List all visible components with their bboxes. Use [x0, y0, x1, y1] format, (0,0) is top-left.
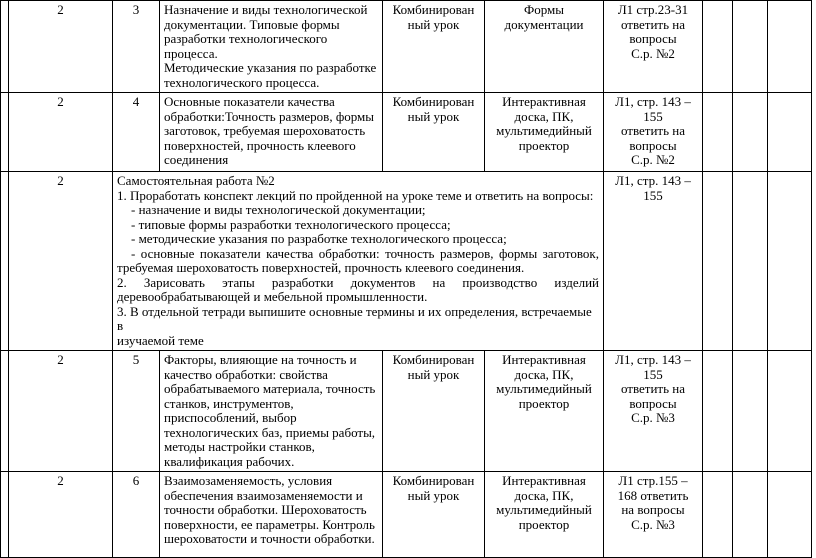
- literature-cell: [604, 472, 703, 558]
- literature-line: на вопросы: [621, 502, 685, 517]
- literature-line: Л1, стр. 143 –: [615, 173, 691, 188]
- teaching-aids-line: Интерактивная: [502, 94, 586, 109]
- self-work-bullet: - назначение и виды технологической документации;: [131, 202, 426, 217]
- hours-cell: 2: [9, 93, 113, 172]
- self-work-bullet: - типовые формы разработки технологического процесса;: [131, 216, 451, 232]
- table-row: [1, 472, 812, 558]
- topic-line: обрабатываемого материала, точность: [164, 381, 376, 396]
- left-edge-cell: [1, 172, 9, 351]
- topic-line: качество обработки: свойства: [164, 366, 328, 382]
- empty-cell: [703, 172, 733, 351]
- literature-line: ответить на: [620, 123, 686, 138]
- lesson-type-line: Комбинирован: [392, 2, 475, 17]
- topic-line: методы настройки станков,: [164, 439, 315, 454]
- topic-line: обработки:Точность размеров, формы: [164, 108, 375, 124]
- literature-line: С.р. №2: [631, 152, 675, 167]
- hours-cell: 2: [9, 472, 113, 558]
- literature-cell: [604, 1, 703, 93]
- lesson-type-line: Комбинирован: [392, 352, 475, 367]
- left-edge-cell: [1, 472, 9, 558]
- lesson-type-line: Комбинирован: [392, 473, 475, 488]
- lesson-type-cell: [383, 1, 485, 93]
- self-work-content: [113, 172, 604, 351]
- self-work-item: 2. Зарисовать этапы разработки документов на производство изделий: [117, 274, 599, 290]
- teaching-aids-cell: [485, 472, 604, 558]
- empty-cell: [703, 93, 733, 172]
- self-work-text: требуемая шероховатость поверхностей, прочность клеевого соединения.: [117, 260, 525, 275]
- literature-line: Л1, стр. 143 –: [615, 352, 691, 367]
- lesson-number-cell: 3: [113, 1, 160, 93]
- teaching-aids-line: доска, ПК,: [514, 366, 574, 382]
- teaching-aids-cell: [485, 1, 604, 93]
- literature-line: С.р. №3: [631, 516, 675, 532]
- left-edge-cell: [1, 1, 9, 93]
- empty-cell: [703, 472, 733, 558]
- topic-line: технологического процесса.: [164, 74, 320, 90]
- literature-line: вопросы: [629, 137, 677, 153]
- table-row: [1, 351, 812, 472]
- literature-line: 155: [643, 187, 663, 203]
- hours-cell: 2: [9, 351, 113, 472]
- literature-line: Л1 стр.155 –: [618, 473, 688, 488]
- lesson-type-line: ный урок: [407, 16, 460, 32]
- lesson-type-cell: [383, 351, 485, 472]
- empty-cell: [768, 172, 812, 351]
- topic-line: станков, инструментов,: [164, 395, 294, 411]
- topic-line: точности обработки. Шероховатость: [164, 502, 367, 517]
- self-work-item: 3. В отдельной тетради выпишите основные термины и их определения, встречаемые в: [117, 303, 592, 333]
- teaching-aids-line: мультимедийный: [496, 502, 592, 517]
- self-work-text: деревообрабатывающей и мебельной промышленности.: [117, 289, 428, 304]
- literature-cell: [604, 172, 703, 351]
- literature-line: 155: [643, 108, 663, 124]
- left-edge-cell: [1, 351, 9, 472]
- literature-cell: [604, 351, 703, 472]
- lesson-type-line: Комбинирован: [392, 94, 475, 109]
- empty-cell: [768, 1, 812, 93]
- empty-cell: [733, 472, 768, 558]
- lesson-type-line: ный урок: [407, 487, 460, 503]
- hours-cell: 2: [9, 1, 113, 93]
- topic-line: поверхностей, прочность клеевого: [164, 137, 356, 153]
- topic-line: Основные показатели качества: [164, 94, 335, 109]
- self-work-title: Самостоятельная работа №2: [117, 173, 275, 188]
- self-work-bullet: - методические указания по разработке технологического процесса;: [131, 231, 507, 246]
- teaching-aids-line: доска, ПК,: [514, 487, 574, 503]
- topic-line: поверхности, ее параметры. Контроль: [164, 516, 375, 532]
- teaching-aids-line: проектор: [518, 516, 570, 532]
- empty-cell: [703, 351, 733, 472]
- topic-line: Факторы, влияющие на точность и: [164, 352, 357, 367]
- topic-line: приспособлений, выбор: [164, 410, 297, 425]
- literature-line: 168 ответить: [617, 487, 689, 503]
- lesson-type-line: ный урок: [407, 366, 460, 382]
- literature-line: С.р. №3: [631, 410, 675, 425]
- literature-line: ответить на: [620, 381, 686, 396]
- literature-line: С.р. №2: [631, 45, 675, 61]
- empty-cell: [768, 93, 812, 172]
- empty-cell: [733, 1, 768, 93]
- topic-cell: [160, 351, 383, 472]
- empty-cell: [733, 351, 768, 472]
- topic-line: Взаимозаменяемость, условия: [164, 473, 333, 488]
- lesson-type-cell: [383, 472, 485, 558]
- topic-line: документации. Типовые формы: [164, 16, 340, 32]
- literature-line: 155: [643, 366, 663, 382]
- topic-cell: [160, 93, 383, 172]
- empty-cell: [703, 1, 733, 93]
- topic-line: соединения: [164, 152, 229, 167]
- table-row: [1, 93, 812, 172]
- literature-cell: [604, 93, 703, 172]
- table-row: [1, 1, 812, 93]
- teaching-aids-cell: [485, 351, 604, 472]
- empty-cell: [768, 472, 812, 558]
- topic-line: квалификация рабочих.: [164, 453, 295, 469]
- topic-line: Методические указания по разработке: [164, 60, 377, 75]
- literature-line: вопросы: [629, 395, 677, 411]
- empty-cell: [733, 93, 768, 172]
- topic-line: заготовок, требуемая шероховатость: [164, 123, 366, 138]
- lesson-number-cell: 4: [113, 93, 160, 172]
- teaching-aids-line: мультимедийный: [496, 381, 592, 396]
- topic-cell: [160, 1, 383, 93]
- literature-line: Л1, стр. 143 –: [615, 94, 691, 109]
- lesson-type-line: ный урок: [407, 108, 460, 124]
- teaching-aids-line: Формы: [523, 2, 565, 17]
- self-work-item: 1. Проработать конспект лекций по пройденной на уроке теме и ответить на вопросы:: [117, 187, 594, 203]
- topic-line: Назначение и виды технологической: [164, 2, 368, 17]
- lesson-type-cell: [383, 93, 485, 172]
- literature-line: Л1 стр.23-31: [617, 2, 689, 17]
- topic-line: разработки технологического процесса.: [164, 31, 328, 61]
- teaching-aids-cell: [485, 93, 604, 172]
- left-edge-cell: [1, 93, 9, 172]
- topic-cell: [160, 472, 383, 558]
- self-work-text: изучаемой теме: [117, 332, 204, 348]
- self-work-row: [1, 172, 812, 351]
- topic-line: обеспечения взаимозаменяемости и: [164, 487, 363, 503]
- self-work-bullet: - основные показатели качества обработки: точность размеров, формы заготовок,: [131, 245, 599, 261]
- teaching-aids-line: Интерактивная: [502, 352, 586, 367]
- teaching-aids-line: проектор: [518, 395, 570, 411]
- empty-cell: [733, 172, 768, 351]
- teaching-aids-line: документации: [504, 16, 584, 32]
- teaching-aids-line: Интерактивная: [502, 473, 586, 488]
- literature-line: вопросы: [629, 31, 677, 46]
- teaching-aids-line: мультимедийный: [496, 123, 592, 138]
- hours-cell: 2: [9, 172, 113, 351]
- topic-line: шероховатости и точности обработки.: [164, 531, 375, 546]
- literature-line: ответить на: [620, 16, 686, 32]
- teaching-aids-line: доска, ПК,: [514, 108, 574, 124]
- lesson-number-cell: 6: [113, 472, 160, 558]
- topic-line: технологических баз, приемы работы,: [164, 424, 376, 440]
- teaching-aids-line: проектор: [518, 137, 570, 153]
- empty-cell: [768, 351, 812, 472]
- lesson-number-cell: 5: [113, 351, 160, 472]
